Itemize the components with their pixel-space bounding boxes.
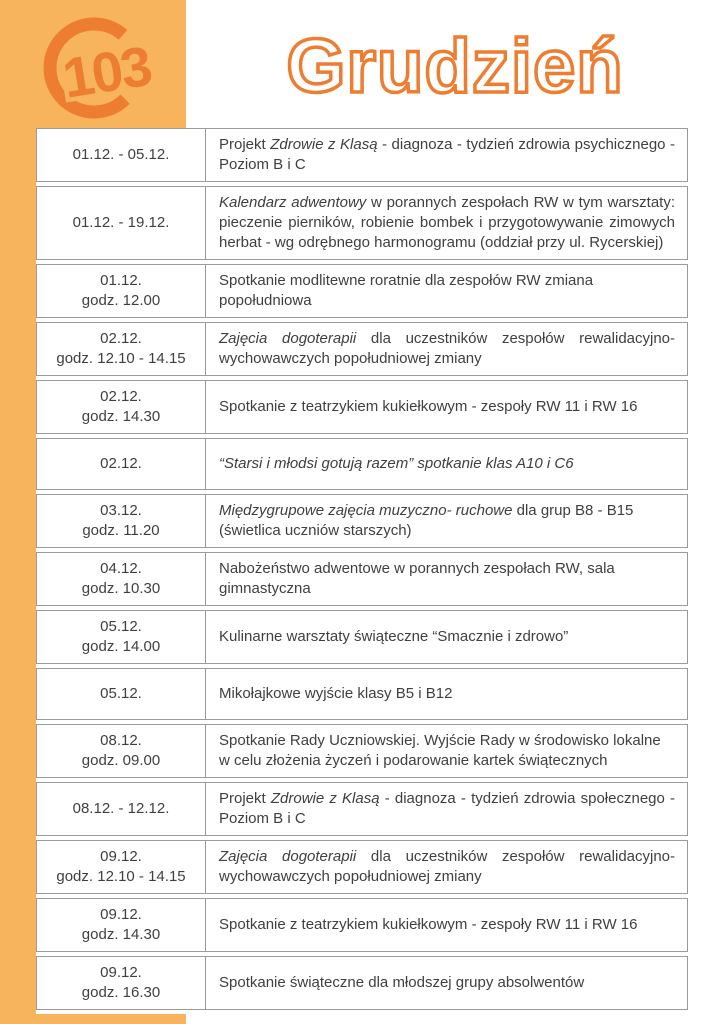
event-cell [206,899,687,951]
date-line: godz. 12.00 [81,292,161,309]
title-area [186,0,724,128]
date-cell [37,611,206,663]
table-row [36,782,688,836]
table-row [36,494,688,548]
table-row [36,552,688,606]
date-line: 05.12. [100,685,142,702]
event-text: Kalendarz adwentowy w porannych zespołach RW w tym warsztaty: pieczenie pierników, robienie bombek i przygotowywanie zimowych herbat - wg odrębnego harmonogramu (oddział przy ul. Rycerskiej) [219,194,675,251]
date-line: 02.12. [100,330,142,347]
event-text: Nabożeństwo adwentowe w porannych zespołach RW, sala gimnastyczna [219,560,615,597]
date-line: godz. 14.00 [81,638,161,655]
date-line: 01.12. - 19.12. [72,214,170,231]
school-103-logo-icon [32,6,190,126]
event-cell [206,725,687,777]
table-row [36,840,688,894]
table-row [36,322,688,376]
event-cell [206,323,687,375]
date-line: godz. 14.30 [81,408,161,425]
date-cell [37,439,206,489]
table-row [36,438,688,490]
date-line: godz. 12.10 - 14.15 [56,350,186,367]
event-cell [206,495,687,547]
date-line: 02.12. [100,455,142,472]
logo-number: 103 [58,33,155,110]
event-cell [206,381,687,433]
date-cell [37,323,206,375]
date-cell [37,381,206,433]
date-line: 02.12. [100,388,142,405]
date-cell [37,957,206,1009]
date-line: 09.12. [100,906,142,923]
event-cell [206,265,687,317]
date-line: 08.12. - 12.12. [72,800,170,817]
table-row [36,610,688,664]
event-cell [206,611,687,663]
event-text: Międzygrupowe zajęcia muzyczno- ruchowe dla grup B8 - B15 (świetlica uczniów starszych) [219,502,634,539]
date-line: 05.12. [100,618,142,635]
date-line: 08.12. [100,732,142,749]
schedule-table [36,128,688,1014]
left-accent-strip [0,0,36,1024]
event-cell [206,783,687,835]
event-text: “Starsi i młodsi gotują razem” spotkanie klas A10 i C6 [219,455,574,472]
logo-block [0,0,186,128]
event-text: Projekt Zdrowie z Klasą - diagnoza - tydzień zdrowia psychicznego - Poziom B i C [219,136,675,173]
date-line: 09.12. [100,848,142,865]
table-row [36,668,688,720]
event-text: Spotkanie Rady Uczniowskiej. Wyjście Rady w środowisko lokalne w celu złożenia życzeń i podarowanie kartek świątecznych [219,732,661,769]
event-text: Spotkanie modlitewne roratnie dla zespołów RW zmiana popołudniowa [219,272,594,309]
event-text: Spotkanie z teatrzykiem kukiełkowym - zespoły RW 11 i RW 16 [219,398,638,415]
event-text: Zajęcia dogoterapii dla uczestników zespołów rewalidacyjno-wychowawczych popołudniowej zmiany [219,848,676,885]
table-row [36,264,688,318]
event-cell [206,669,687,719]
event-cell [206,439,687,489]
date-cell [37,129,206,181]
date-line: 03.12. [100,502,142,519]
date-line: godz. 09.00 [81,752,161,769]
date-line: 04.12. [100,560,142,577]
event-cell [206,187,687,259]
table-row [36,898,688,952]
event-text: Spotkanie świąteczne dla młodszej grupy absolwentów [219,974,585,991]
event-text: Spotkanie z teatrzykiem kukiełkowym - zespoły RW 11 i RW 16 [219,916,638,933]
date-cell [37,725,206,777]
event-text: Zajęcia dogoterapii dla uczestników zespołów rewalidacyjno-wychowawczych popołudniowej zmiany [219,330,676,367]
table-row [36,128,688,182]
event-cell [206,957,687,1009]
event-text: Kulinarne warsztaty świąteczne “Smacznie i zdrowo” [219,628,569,645]
date-cell [37,841,206,893]
event-text: Projekt Zdrowie z Klasą - diagnoza - tydzień zdrowia społecznego - Poziom B i C [219,790,675,827]
date-line: godz. 12.10 - 14.15 [56,868,186,885]
event-cell [206,841,687,893]
date-cell [37,899,206,951]
page-title: Grudzień [286,24,624,109]
date-cell [37,669,206,719]
date-cell [37,265,206,317]
date-line: godz. 11.20 [82,522,160,539]
event-cell [206,553,687,605]
bottom-accent-block [0,1014,186,1024]
date-cell [37,187,206,259]
table-row [36,724,688,778]
date-line: 01.12. - 05.12. [72,146,170,163]
date-cell [37,495,206,547]
date-line: godz. 10.30 [81,580,161,597]
date-cell [37,553,206,605]
date-cell [37,783,206,835]
date-line: 09.12. [100,964,142,981]
table-row [36,956,688,1010]
event-cell [206,129,687,181]
event-text: Mikołajkowe wyjście klasy B5 i B12 [219,685,453,702]
date-line: godz. 14.30 [81,926,161,943]
date-line: godz. 16.30 [81,984,161,1001]
date-line: 01.12. [100,272,142,289]
table-row [36,380,688,434]
table-row [36,186,688,260]
header [0,0,724,128]
